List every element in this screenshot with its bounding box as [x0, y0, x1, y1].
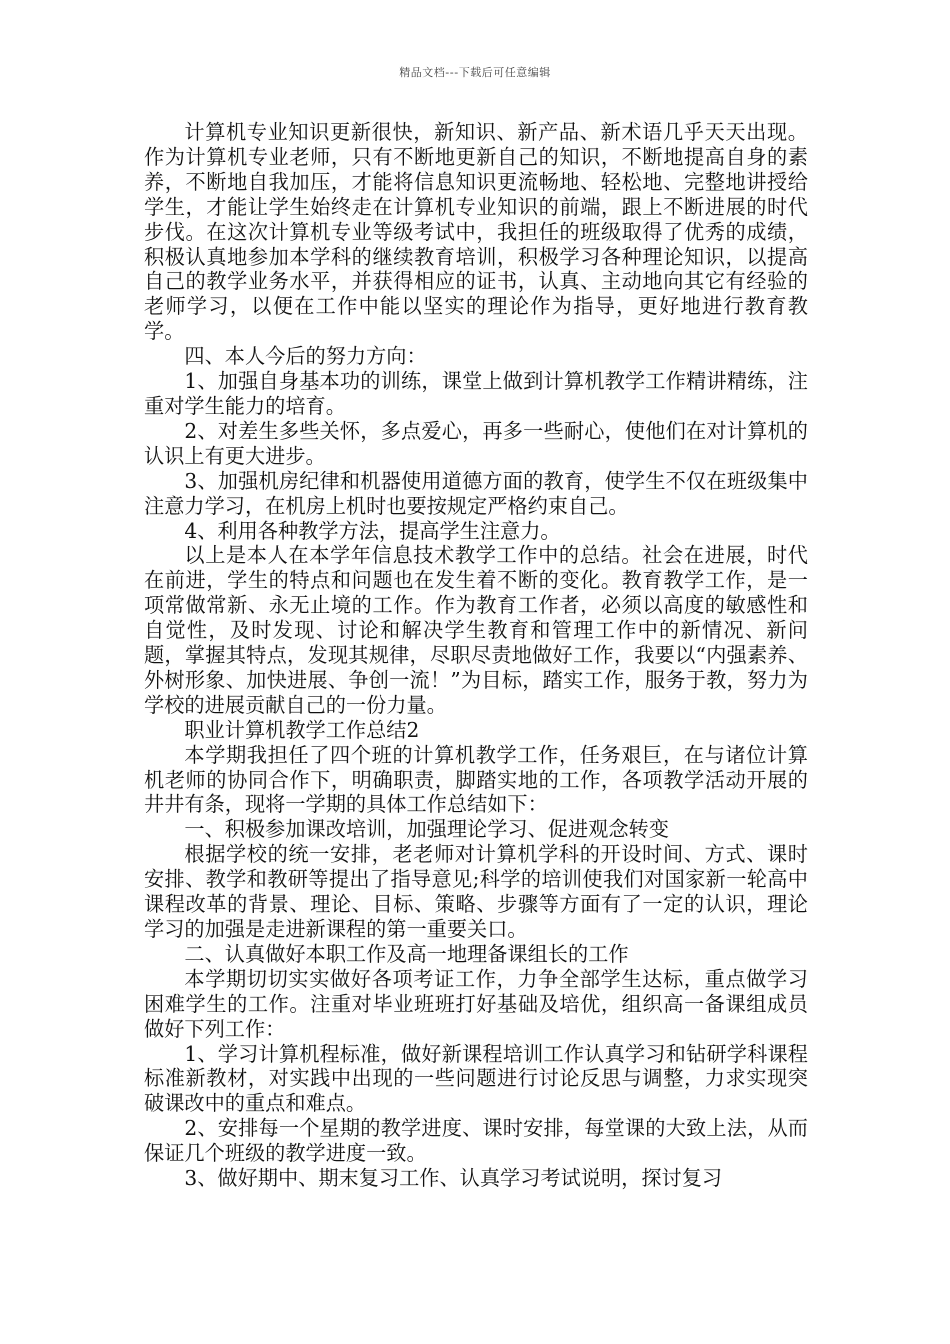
list-item: 1、加强自身基本功的训练，课堂上做到计算机教学工作精讲精练，注重对学生能力的培育。	[144, 369, 808, 418]
section-title: 职业计算机教学工作总结2	[184, 717, 420, 742]
list-item: 3、加强机房纪律和机器使用道德方面的教育，使学生不仅在班级集中注意力学习，在机房上机时也要按规定严格约束自己。	[144, 468, 808, 518]
heading-future-direction: 四、本人今后的努力方向：	[184, 344, 427, 369]
list-item: 2、对差生多些关怀，多点爱心，再多一些耐心，使他们在对计算机的认识上有更大进步。	[144, 418, 808, 468]
paragraph-summary: 以上是本人在本学年信息技术教学工作中的总结。社会在进展，时代在前进，学生的特点和问题也在发生着不断的变化。教育教学工作，是一项常做常新、永无止境的工作。作为教育工作者，必须以高度的敏感性和自觉性，及时发现、讨论和解决学生教育和管理工作中的新情况、新问题，掌握其特点，发现其规律，尽职尽责地做好工作，我要以“内强素养、外树形象、加快进展、争创一流！”为目标，踏实工作，服务于教，努力为学校的进展贡献自己的一份力量。	[144, 543, 808, 717]
paragraph-intro: 本学期我担任了四个班的计算机教学工作，任务艰巨，在与诸位计算机老师的协同合作下，明确职责，脚踏实地的工作，各项教学活动开展的井井有条，现将一学期的具体工作总结如下：	[144, 742, 808, 817]
list-item: 1、学习计算机程标准，做好新课程培训工作认真学习和钻研学科课程标准新教材，对实践中出现的一些问题进行讨论反思与调整，力求实现突破课改中的重点和难点。	[144, 1041, 808, 1116]
list-item: 3、做好期中、期末复习工作、认真学习考试说明，探讨复习	[184, 1166, 723, 1191]
heading-curriculum-training: 一、积极参加课改培训，加强理论学习、促进观念转变	[184, 817, 669, 842]
page-header: 精品文档---下载后可任意编辑	[399, 66, 551, 79]
paragraph-training: 根据学校的统一安排，老老师对计算机学科的开设时间、方式、课时安排、教学和教研等提出了指导意见;科学的培训使我们对国家新一轮高中课程改革的背景、理论、目标、策略、步骤等方面有了一定的认识，理论学习的加强是走进新课程的第一重要关口。	[144, 842, 808, 941]
document-body	[144, 120, 808, 1191]
paragraph-knowledge-update: 计算机专业知识更新很快，新知识、新产品、新术语几乎天天出现。作为计算机专业老师，只有不断地更新自己的知识，不断地提高自身的素养，不断地自我加压，才能将信息知识更流畅地、轻松地、完整地讲授给学生，才能让学生始终走在计算机专业知识的前端，跟上不断进展的时代步伐。在这次计算机专业等级考试中，我担任的班级取得了优秀的成绩，积极认真地参加本学科的继续教育培训，积极学习各种理论知识，以提高自己的教学业务水平，并获得相应的证书，认真、主动地向其它有经验的老师学习，以便在工作中能以坚实的理论作为指导，更好地进行教育教学。	[144, 120, 808, 344]
list-item: 2、安排每一个星期的教学进度、课时安排，每堂课的大致上法，从而保证几个班级的教学进度一致。	[144, 1116, 808, 1166]
list-item: 4、利用各种教学方法，提高学生注意力。	[184, 518, 561, 543]
paragraph-duties: 本学期切切实实做好各项考证工作，力争全部学生达标，重点做学习困难学生的工作。注重对毕业班班打好基础及培优，组织高一备课组成员做好下列工作：	[144, 966, 808, 1041]
heading-duties: 二、认真做好本职工作及高一地理备课组长的工作	[184, 941, 629, 966]
